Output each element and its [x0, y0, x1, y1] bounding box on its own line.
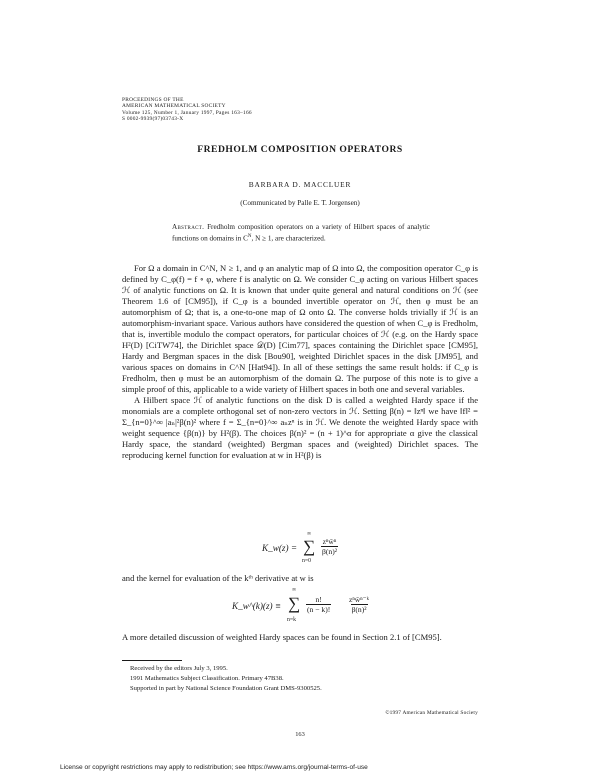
- issn: S 0002-9939(97)03743-X: [122, 116, 184, 123]
- copyright: ©1997 American Mathematical Society: [385, 710, 478, 716]
- footnotes: [122, 664, 322, 695]
- eq1-fraction: [321, 537, 338, 556]
- paragraph-3: A more detailed discussion of weighted Hardy spaces can be found in Section 2.1 of [CM95].: [122, 632, 442, 642]
- journal-line1: PROCEEDINGS OF THE: [122, 97, 184, 103]
- sum-sign: ∑: [303, 537, 316, 556]
- license-notice: License or copyright restrictions may apply to redistribution; see https://www.ams.org/journal-terms-of-use: [60, 764, 368, 771]
- footnote-divider: [122, 660, 182, 661]
- journal-header: [122, 97, 252, 123]
- footnote-received: Received by the editors July 3, 1995.: [130, 665, 228, 672]
- eq2-frac1-numerator: n!: [315, 595, 322, 604]
- eq1-lhs: K_w(z) =: [262, 543, 298, 553]
- journal-line2: AMERICAN MATHEMATICAL SOCIETY: [122, 103, 226, 110]
- eq2-sum-top: ∞: [292, 587, 297, 593]
- volume-info: Volume 125, Number 1, January 1997, Pages 163–166: [122, 109, 252, 116]
- eq1-numerator: zⁿw̄ⁿ: [322, 537, 337, 546]
- abstract-tail: , N ≥ 1, are characterized.: [251, 234, 326, 243]
- equation-derivative-kernel: [232, 587, 402, 629]
- eq2-sum-bottom: n=k: [287, 617, 297, 623]
- eq1-denominator: β(n)²: [322, 547, 337, 556]
- body-text: [122, 263, 478, 461]
- paragraph-1: For Ω a domain in C^N, N ≥ 1, and φ an analytic map of Ω into Ω, the composition operator C_φ is defined by C_φ(f) = f ∘ φ, where f is analytic on Ω. We consider C_φ acting on various Hilbert spaces ℋ of analytic functions on Ω. It is known that under quite general and natural conditions on ℋ (see Theorem 1.6 of [CM95]), if C_φ is a bounded invertible operator on ℋ, then φ must be an automorphism of Ω; that is, a one-to-one map of Ω onto Ω. The converse holds trivially if ℋ is an automorphism-invariant space. Various authors have considered the question of when C_φ is Fredholm, that is, invertible modulo the compact operators, for particular choices of ℋ (e.g. on the Hardy space H²(D) [CiTW74], the Dirichlet space 𝒟(D) [Cim77], spaces containing the Dirichlet space [CM95], Hardy and Bergman spaces in the disk [Bou90], weighted Dirichlet spaces in the disk [JM95], and various spaces on domains in C^N [Hat94]). In all of these settings the same result holds: if C_φ is Fredholm, then φ must be an automorphism of the domain Ω. The purpose of this note is to give a simple proof of this, applicable to a wide variety of Hilbert spaces in both one and several variables.: [122, 263, 478, 394]
- eq2-fraction-kernel: [348, 595, 370, 614]
- page-number: 163: [295, 731, 305, 738]
- eq2-frac1-denominator: (n − k)!: [307, 605, 331, 614]
- abstract-label: Abstract.: [172, 223, 205, 231]
- sum-sign: ∑: [288, 594, 301, 613]
- author: BARBARA D. MACCLUER: [248, 180, 352, 189]
- eq2-frac2-denominator: β(n)²: [351, 605, 367, 614]
- footnote-support: Supported in part by National Science Foundation Grant DMS-9300525.: [130, 685, 322, 693]
- eq1-sum-top: ∞: [307, 531, 312, 537]
- abstract-sup: N: [247, 234, 252, 239]
- eq2-lhs: K_w^(k)(z) ≡: [232, 601, 282, 611]
- eq2-fraction-factorial: [306, 595, 331, 614]
- communicated-by: (Communicated by Palle E. T. Jorgensen): [240, 199, 360, 207]
- abstract-text: Fredholm composition operators on a variety of Hilbert spaces of analytic functions on domains in C: [172, 223, 431, 243]
- paragraph-2: A Hilbert space ℋ of analytic functions on the disk D is called a weighted Hardy space if the monomials are a complete orthogonal set of non-zero vectors in ℋ. Setting β(n) = ‖zⁿ‖ we have ‖f‖² = Σ_{n=0}^∞ |aₙ|²β(n)² where f = Σ_{n=0}^∞ aₙzⁿ is in ℋ. We denote the weighted Hardy space with weight sequence {β(n)} by H²(β). The choices β(n)² = (n + 1)^α for appropriate α give the classical Hardy space, the standard (weighted) Bergman spaces and (weighted) Dirichlet spaces. The reproducing kernel function for evaluation at w in H²(β) is: [122, 394, 478, 460]
- footnote-msc: 1991 Mathematics Subject Classification. Primary 47B38.: [130, 675, 284, 683]
- abstract: [172, 222, 430, 243]
- paper-title: FREDHOLM COMPOSITION OPERATORS: [197, 144, 403, 155]
- equation-reproducing-kernel: [262, 531, 382, 569]
- derivative-kernel-intro: and the kernel for evaluation of the kᵗʰ derivative at w is: [122, 573, 314, 583]
- eq1-sum-bottom: n=0: [302, 558, 312, 564]
- eq2-frac2-numerator: zⁿw̄ⁿ⁻ᵏ: [349, 595, 370, 604]
